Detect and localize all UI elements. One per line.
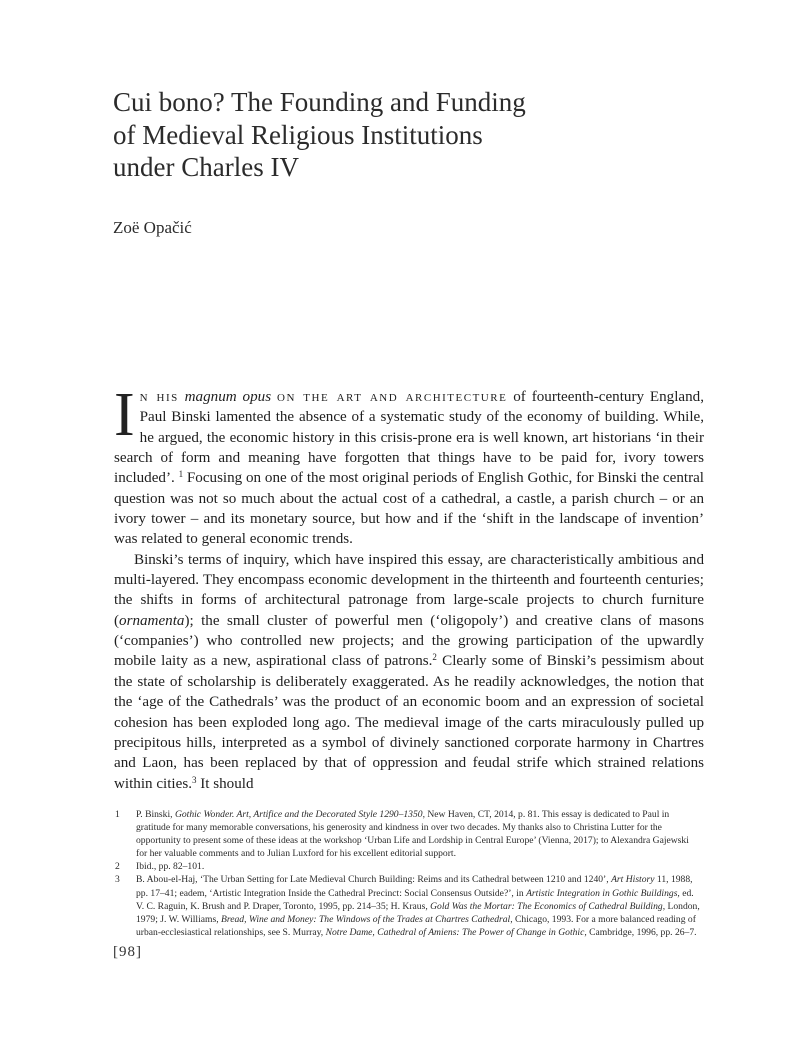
title-line: of Medieval Religious Institutions bbox=[113, 119, 483, 150]
footnote-italic: Artistic Integration in Gothic Buildings bbox=[526, 887, 678, 899]
footnote-italic: Gothic Wonder. Art, Artifice and the Decorated Style 1290–1350 bbox=[174, 809, 423, 820]
paragraph-text: Focusing on one of the most original periods of English Gothic, for Binski the central question was not so much about the actual cost of a cathedral, a castle, a parish church – or an ivory tower – and its monetary source, but how and if the ‘shift in the landscape of invention’ was related to general economic trends. bbox=[114, 470, 704, 548]
footnote-ref[interactable]: 2 bbox=[432, 652, 437, 663]
footnote-text bbox=[136, 808, 700, 860]
footnote-number: 3 bbox=[115, 874, 120, 886]
footnote-italic: Art History bbox=[611, 874, 655, 886]
lead-in-small-caps: n his bbox=[139, 389, 179, 405]
footnote-italic: Gold Was the Mortar: The Economics of Cathedral Building bbox=[430, 900, 663, 912]
footnote bbox=[115, 873, 700, 938]
italic-term: ornamenta bbox=[119, 612, 185, 629]
paragraph-text: Binski’s terms of inquiry, which have inspired this essay, are characteristically ambitious and multi-layered. They encompass economic development in the thirteenth and fourteenth centuries; the shifts in forms of architectural patronage from large-scale projects to church furniture ( bbox=[114, 551, 704, 629]
footnote-italic: Notre Dame, Cathedral of Amiens: The Power of Change in Gothic bbox=[325, 926, 585, 938]
page-number: [98] bbox=[113, 944, 142, 960]
body-text bbox=[114, 381, 704, 794]
paragraph-text: It should bbox=[200, 775, 254, 792]
footnote-number: 2 bbox=[115, 861, 120, 873]
footnote-ref[interactable]: 1 bbox=[178, 469, 184, 480]
footnote-ref[interactable]: 3 bbox=[191, 774, 197, 785]
footnote-segment: P. Binski, bbox=[136, 809, 175, 820]
footnote-italic: Bread, Wine and Money: The Windows of the Trades at Chartres Cathedral bbox=[221, 913, 511, 925]
footnote bbox=[115, 860, 700, 873]
italic-phrase: magnum opus bbox=[184, 389, 272, 405]
footnotes bbox=[115, 808, 700, 939]
footnote-segment: , New Haven, CT, 2014, p. 81. This essay is dedicated to Paul in gratitude for many memorable conversations, his generosity and kindness in over two decades. My thanks also to Christina Lutter for the opportunity to present some of these ideas at the workshop ‘Urban Life and Lordship in Central Europe’ (Vienna, 2017); to Alexandra Gajewski for her valuable comments and to Julian Luxford for his excellent editorial support. bbox=[136, 809, 689, 860]
footnote-text bbox=[136, 860, 700, 873]
paragraph bbox=[114, 550, 704, 794]
footnote-segment: 11, 1988, pp. 17–41; eadem, ‘Artistic Integration Inside the Cathedral Precinct: Social Consensus Outside?’, in bbox=[136, 874, 693, 899]
article-title bbox=[113, 86, 673, 184]
paragraph-text: ); the small cluster of powerful men (‘oligopoly’) and creative clans of masons (‘companies’) who controlled new projects; and the growing participation of the upwardly mobile laity as a new, aspirational class of patrons. bbox=[114, 612, 704, 670]
footnote-segment: Ibid., pp. 82–101. bbox=[136, 861, 205, 873]
footnote-segment: , Chicago, 1993. For a more balanced reading of urban-ecclesiastical relationships, see S. Murray, bbox=[136, 913, 696, 938]
paragraph-text: Clearly some of Binski’s pessimism about the state of scholarship is deliberately exaggerated. As he readily acknowledges, the notion that the ‘age of the Cathedrals’ was the product of an economic boom and an expression of societal cohesion has been exploded long ago. The medieval image of the carts miraculously pulled up precipitous hills, interpreted as a symbol of divinely sanctioned corporate harmony in Chartres and Laon, has been replaced by that of oppression and feudal strife which strained relations within cities. bbox=[114, 653, 704, 792]
lead-in-small-caps: on the art and architecture bbox=[277, 389, 508, 405]
title-line: Cui bono? The Founding and Funding bbox=[113, 87, 526, 117]
drop-cap: I bbox=[114, 381, 135, 449]
paragraph-text: of fourteenth-century England, Paul Binski lamented the absence of a systematic study of the economy of building. While, he argued, the economic history in this crisis-prone era is well known, art historians ‘in their search of form and meaning have forgotten that things have to be paid for, ivory towers included’. bbox=[114, 389, 704, 487]
paragraph bbox=[114, 381, 704, 550]
footnote-segment: B. Abou-el-Haj, ‘The Urban Setting for Late Medieval Church Building: Reims and its Cathedral between 1210 and 1240’, bbox=[136, 874, 612, 886]
title-line: under Charles IV bbox=[113, 152, 299, 182]
author-name: Zoë Opačić bbox=[113, 218, 192, 237]
footnote bbox=[115, 808, 700, 860]
footnote-segment: , Cambridge, 1996, pp. 26–7. bbox=[584, 926, 697, 938]
footnote-text bbox=[136, 873, 700, 938]
footnote-number: 1 bbox=[115, 809, 120, 820]
footnote-segment: , London, 1979; J. W. Williams, bbox=[136, 900, 700, 925]
footnote-segment: , ed. V. C. Raguin, K. Brush and P. Draper, Toronto, 1995, pp. 214–35; H. Kraus, bbox=[136, 887, 694, 912]
